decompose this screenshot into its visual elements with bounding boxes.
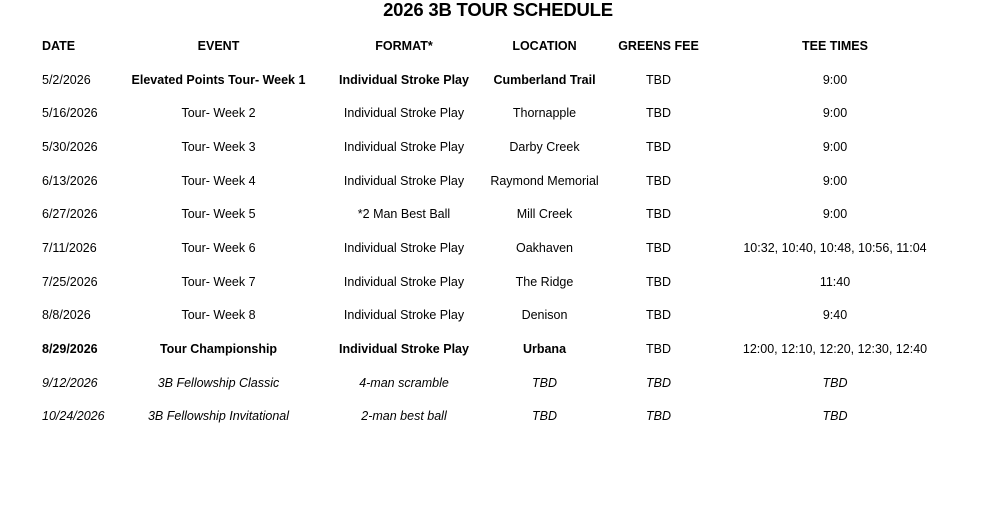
table-row (36, 265, 955, 299)
cell-format: Individual Stroke Play (343, 274, 465, 289)
cell-tee-times: 9:00 (822, 139, 848, 154)
cell-event: Tour- Week 7 (181, 274, 256, 289)
cell-format: Individual Stroke Play (339, 342, 469, 357)
cell-tee-times: 12:00, 12:10, 12:20, 12:30, 12:40 (742, 342, 928, 357)
cell-tee-times: 9:00 (822, 207, 848, 222)
cell-location: Mill Creek (516, 207, 573, 222)
cell-location: The Ridge (515, 274, 574, 289)
cell-format: 2-man best ball (361, 409, 447, 424)
cell-event: 3B Fellowship Invitational (147, 409, 290, 424)
table-row (36, 197, 955, 231)
cell-date: 6/13/2026 (42, 173, 98, 188)
cell-tee-times: 9:40 (822, 308, 848, 323)
cell-format: Individual Stroke Play (343, 308, 465, 323)
cell-date: 6/27/2026 (42, 207, 98, 222)
cell-event: Tour- Week 5 (181, 207, 256, 222)
table-row (36, 231, 955, 265)
cell-format: Individual Stroke Play (343, 240, 465, 255)
cell-format: *2 Man Best Ball (357, 207, 451, 222)
cell-event: 3B Fellowship Classic (157, 375, 280, 390)
cell-tee-times: 9:00 (822, 106, 848, 121)
table-row (36, 63, 955, 97)
cell-tee-times: TBD (822, 409, 848, 424)
cell-location: TBD (532, 409, 557, 424)
cell-format: Individual Stroke Play (343, 106, 465, 121)
cell-location: Oakhaven (516, 240, 573, 255)
table-row (36, 299, 955, 333)
cell-event: Elevated Points Tour- Week 1 (131, 72, 306, 87)
table-row (36, 164, 955, 198)
cell-date: 7/11/2026 (42, 240, 97, 255)
cell-date: 7/25/2026 (42, 274, 98, 289)
cell-format: Individual Stroke Play (339, 72, 469, 87)
cell-format: 4-man scramble (359, 375, 449, 390)
cell-location: Urbana (522, 342, 567, 357)
cell-greens-fee: TBD (646, 308, 671, 323)
column-header-date: DATE (42, 38, 76, 53)
cell-format: Individual Stroke Play (343, 173, 465, 188)
cell-date: 9/12/2026 (42, 375, 98, 390)
schedule-table (36, 29, 955, 433)
cell-tee-times: 11:40 (819, 274, 851, 289)
cell-location: Cumberland Trail (493, 72, 596, 87)
cell-date: 5/16/2026 (42, 106, 98, 121)
cell-tee-times: 9:00 (822, 72, 848, 87)
cell-location: Thornapple (512, 106, 577, 121)
table-row (36, 96, 955, 130)
cell-event: Tour- Week 3 (181, 139, 256, 154)
cell-greens-fee: TBD (646, 72, 671, 87)
table-row (36, 400, 955, 434)
cell-date: 10/24/2026 (42, 409, 105, 424)
cell-location: Denison (521, 308, 568, 323)
cell-event: Tour- Week 8 (181, 308, 256, 323)
cell-event: Tour- Week 6 (181, 240, 256, 255)
cell-location: Raymond Memorial (490, 173, 599, 188)
table-row (36, 130, 955, 164)
cell-event: Tour- Week 2 (181, 106, 256, 121)
cell-greens-fee: TBD (646, 173, 671, 188)
cell-greens-fee: TBD (646, 207, 671, 222)
column-header-format: FORMAT* (375, 38, 433, 53)
cell-greens-fee: TBD (646, 274, 671, 289)
cell-greens-fee: TBD (646, 375, 671, 390)
cell-event: Tour- Week 4 (181, 173, 256, 188)
column-header-greens-fee: GREENS FEE (618, 38, 699, 53)
column-header-tee-times: TEE TIMES (802, 38, 868, 53)
cell-greens-fee: TBD (646, 139, 671, 154)
header-row (36, 29, 955, 63)
cell-greens-fee: TBD (646, 342, 671, 357)
cell-tee-times: 9:00 (822, 173, 848, 188)
table-row (36, 366, 955, 400)
cell-location: Darby Creek (509, 139, 580, 154)
cell-location: TBD (532, 375, 557, 390)
cell-date: 8/8/2026 (42, 308, 91, 323)
cell-format: Individual Stroke Play (343, 139, 465, 154)
cell-greens-fee: TBD (646, 106, 671, 121)
cell-tee-times: TBD (822, 375, 848, 390)
cell-greens-fee: TBD (646, 240, 671, 255)
table-row (36, 332, 955, 366)
cell-date: 5/2/2026 (42, 72, 91, 87)
cell-date: 5/30/2026 (42, 139, 98, 154)
column-header-event: EVENT (197, 38, 240, 53)
cell-greens-fee: TBD (646, 409, 671, 424)
cell-event: Tour Championship (159, 342, 278, 357)
page-title: 2026 3B TOUR SCHEDULE (383, 0, 613, 20)
cell-tee-times: 10:32, 10:40, 10:48, 10:56, 11:04 (743, 240, 927, 255)
column-header-location: LOCATION (512, 38, 577, 53)
cell-date: 8/29/2026 (42, 342, 98, 357)
